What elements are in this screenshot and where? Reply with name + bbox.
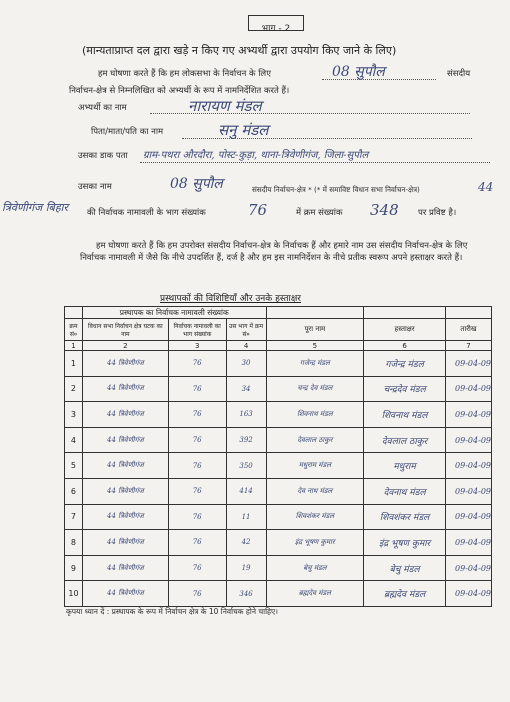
table-row	[65, 555, 492, 581]
row-serial-number: 2	[65, 376, 83, 402]
column-number: 7	[446, 341, 492, 351]
row-serial-in-part: 350	[226, 453, 266, 479]
row-date: 09-04-09	[446, 504, 492, 530]
row-serial-in-part: 346	[226, 581, 266, 607]
table-row	[65, 351, 492, 377]
part-text: की निर्वाचक नामावली के भाग संख्यांक	[87, 208, 206, 218]
row-date: 09-04-09	[446, 453, 492, 479]
row-date: 09-04-09	[446, 478, 492, 504]
end-text: पर प्रविष्ट है।	[418, 208, 457, 218]
declaration-1-text-b: संसदीय	[447, 69, 471, 79]
row-serial-in-part: 392	[226, 427, 266, 453]
row-full-name: इंद्र भूषण कुमार	[266, 530, 364, 556]
row-signature: चन्द्रदेव मंडल	[364, 376, 446, 402]
column-number: 6	[364, 341, 446, 351]
column-header: विधान सभा निर्वाचन क्षेत्र घटक का नाम	[82, 319, 168, 341]
row-full-name: देवलाल ठाकुर	[266, 427, 364, 453]
serial-value: 348	[370, 201, 399, 219]
row-part-number: 76	[168, 478, 226, 504]
column-header: निर्वाचक नामावली का भाग संख्यांक	[168, 319, 226, 341]
table-row	[65, 427, 492, 453]
column-header: हस्ताक्षर	[364, 319, 446, 341]
row-serial-in-part: 163	[226, 402, 266, 428]
form-subtitle: (मान्यताप्राप्त दल द्वारा खड़े न किए गए अभ्यर्थी द्वारा उपयोग किए जाने के लिए)	[82, 44, 397, 57]
table-row	[65, 402, 492, 428]
row-serial-in-part: 11	[226, 504, 266, 530]
proposers-table	[64, 306, 492, 607]
column-number: 1	[65, 341, 83, 351]
row-full-name: चन्द्र देव मंडल	[266, 376, 364, 402]
row-date: 09-04-09	[446, 351, 492, 377]
row-serial-in-part: 34	[226, 376, 266, 402]
row-part-number: 76	[168, 351, 226, 377]
assembly-number-value: 44	[478, 180, 494, 194]
footer-note: कृपया ध्यान दें : प्रस्थापक के रूप में निर्वाचन क्षेत्र के 10 निर्वाचक होने चाहिए।	[66, 607, 279, 616]
column-number: 3	[168, 341, 226, 351]
row-date: 09-04-09	[446, 530, 492, 556]
column-header: क्रम सं०	[65, 319, 83, 341]
declaration-1-text-a: हम घोषणा करते हैं कि हम लोकसभा के निर्वाचन के लिए	[98, 69, 271, 79]
row-part-number: 76	[168, 376, 226, 402]
row-assembly-constituency: 44 त्रिवेणीगंज	[82, 376, 168, 402]
row-signature: ब्रह्मदेव मंडल	[364, 581, 446, 607]
constituency-value: 08 सुपौल	[332, 64, 385, 80]
row-date: 09-04-09	[446, 555, 492, 581]
row-serial-number: 8	[65, 530, 83, 556]
row-full-name: गजेन्द्र मंडल	[266, 351, 364, 377]
row-signature: देवलाल ठाकुर	[364, 427, 446, 453]
table-header-blank	[266, 307, 364, 319]
proposers-table-body	[65, 351, 492, 607]
column-header: तारीख	[446, 319, 492, 341]
serial-text: में क्रम संख्यांक	[296, 208, 343, 218]
row-assembly-constituency: 44 त्रिवेणीगंज	[82, 351, 168, 377]
row-serial-in-part: 19	[226, 555, 266, 581]
row-assembly-constituency: 44 त्रिवेणीगंज	[82, 530, 168, 556]
row-signature: शिवनाथ मंडल	[364, 402, 446, 428]
row-assembly-constituency: 44 त्रिवेणीगंज	[82, 555, 168, 581]
part-label: भाग - 2	[261, 24, 291, 34]
table-row	[65, 530, 492, 556]
roll-label: उसका नाम	[78, 182, 112, 192]
row-date: 09-04-09	[446, 376, 492, 402]
column-number: 5	[266, 341, 364, 351]
column-header: उस भाग में क्रम सं०	[226, 319, 266, 341]
row-signature: गजेन्द्र मंडल	[364, 351, 446, 377]
table-header-blank	[364, 307, 446, 319]
row-serial-number: 5	[65, 453, 83, 479]
table-header-blank	[446, 307, 492, 319]
row-date: 09-04-09	[446, 402, 492, 428]
row-assembly-constituency: 44 त्रिवेणीगंज	[82, 453, 168, 479]
row-signature: बेचु मंडल	[364, 555, 446, 581]
row-part-number: 76	[168, 530, 226, 556]
assembly-name-value: त्रिवेणीगंज बिहार	[2, 201, 69, 214]
row-part-number: 76	[168, 453, 226, 479]
column-number: 2	[82, 341, 168, 351]
table-group-header: प्रस्थापक का निर्वाचक नामावली संख्यांक	[82, 307, 266, 319]
row-serial-in-part: 30	[226, 351, 266, 377]
row-date: 09-04-09	[446, 427, 492, 453]
row-serial-number: 1	[65, 351, 83, 377]
row-assembly-constituency: 44 त्रिवेणीगंज	[82, 427, 168, 453]
parent-name-label: पिता/माता/पति का नाम	[91, 127, 164, 137]
row-assembly-constituency: 44 त्रिवेणीगंज	[82, 504, 168, 530]
column-header: पूरा नाम	[266, 319, 364, 341]
roll-text: संसदीय निर्वाचन-क्षेत्र * (* में समाविष्ट विधान सभा निर्वाचन-क्षेत्र)	[252, 185, 420, 194]
row-serial-number: 3	[65, 402, 83, 428]
candidate-name-value: नारायण मंडल	[188, 97, 262, 115]
row-part-number: 76	[168, 402, 226, 428]
column-number: 4	[226, 341, 266, 351]
table-row	[65, 478, 492, 504]
row-part-number: 76	[168, 427, 226, 453]
row-full-name: बेचु मंडल	[266, 555, 364, 581]
row-serial-in-part: 414	[226, 478, 266, 504]
row-full-name: मधुराम मंडल	[266, 453, 364, 479]
row-assembly-constituency: 44 त्रिवेणीगंज	[82, 402, 168, 428]
row-signature: शिवशंकर मंडल	[364, 504, 446, 530]
row-part-number: 76	[168, 555, 226, 581]
row-part-number: 76	[168, 581, 226, 607]
roll-value: 08 सुपौल	[170, 176, 223, 192]
row-signature: इंद्र भूषण कुमार	[364, 530, 446, 556]
row-signature: देवनाथ मंडल	[364, 478, 446, 504]
candidate-name-label: अभ्यर्थी का नाम	[78, 103, 127, 113]
row-serial-in-part: 42	[226, 530, 266, 556]
declaration-1-text-c: निर्वाचन-क्षेत्र से निम्नलिखित को अभ्यर्थी के रूप में नामनिर्देशित करते हैं।	[69, 86, 290, 96]
part-label-box	[248, 15, 304, 34]
table-row	[65, 504, 492, 530]
row-serial-number: 9	[65, 555, 83, 581]
row-serial-number: 7	[65, 504, 83, 530]
table-row	[65, 581, 492, 607]
row-full-name: शिवनाथ मंडल	[266, 402, 364, 428]
row-assembly-constituency: 44 त्रिवेणीगंज	[82, 478, 168, 504]
table-row	[65, 453, 492, 479]
table-header-blank	[65, 307, 83, 319]
row-date: 09-04-09	[446, 581, 492, 607]
table-row	[65, 376, 492, 402]
row-serial-number: 6	[65, 478, 83, 504]
row-signature: मधुराम	[364, 453, 446, 479]
address-value: ग्राम-पथरा औरदौरा, पोस्ट-कुड़ा, थाना-त्रिवेणीगंज, जिला-सुपौल	[143, 150, 369, 161]
table-title: प्रस्थापकों की विशिष्टियाँ और उनके हस्ताक्षर	[160, 294, 301, 304]
row-full-name: शिवशंकर मंडल	[266, 504, 364, 530]
row-serial-number: 4	[65, 427, 83, 453]
declaration-2-text: हम घोषणा करते हैं कि हम उपरोक्त संसदीय निर्वाचन-क्षेत्र के निर्वाचक हैं और हमारे नाम उस संसदीय निर्वाचन-क्षेत्र के लिए निर्वाचक नामावली में जैसे कि नीचे उपदर्शित हैं, दर्ज है और हम इस नामनिर्देशन के नीचे प्रतीक स्वरूप अपने हस्ताक्षर करते हैं।	[80, 241, 468, 263]
parent-name-value: सनु मंडल	[218, 121, 269, 139]
row-part-number: 76	[168, 504, 226, 530]
address-label: उसका डाक पता	[78, 151, 128, 161]
part-value: 76	[248, 201, 268, 219]
row-full-name: ब्रह्मदेव मंडल	[266, 581, 364, 607]
row-full-name: देव नाथ मंडल	[266, 478, 364, 504]
row-assembly-constituency: 44 त्रिवेणीगंज	[82, 581, 168, 607]
row-serial-number: 10	[65, 581, 83, 607]
